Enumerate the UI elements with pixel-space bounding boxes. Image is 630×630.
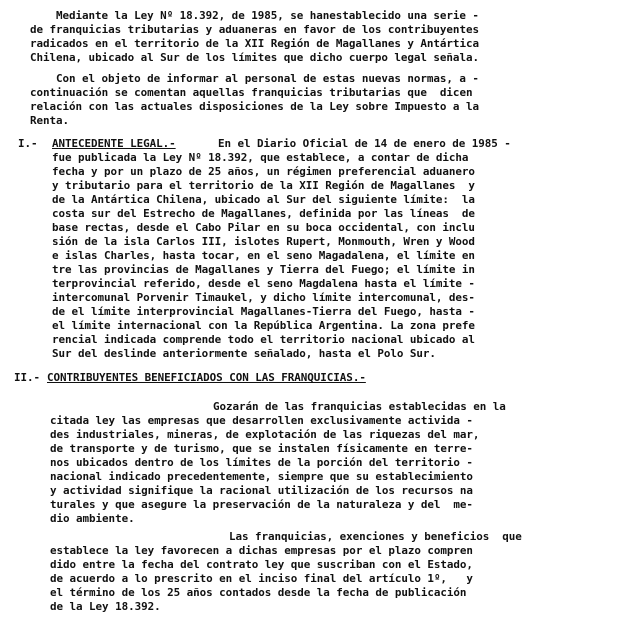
section1-line: de el límite interprovincial Magallanes-Tierra del Fuego, hasta -: [52, 305, 475, 318]
section2-para1-line: des industriales, mineras, de explotación de las riquezas del mar,: [50, 428, 480, 441]
section2-para2-line: el término de los 25 años contados desde la fecha de publicación: [50, 586, 467, 599]
section1-line: e islas Charles, hasta tocar, en el seno Magadalena, el límite en: [52, 249, 475, 262]
section2-para1-line: nos ubicados dentro de los límites de la porción del territorio -: [50, 456, 473, 469]
section1-line: tre las provincias de Magallanes y Tierra del Fuego; el límite in: [52, 263, 475, 276]
section2-para2-line: de acuerdo a lo prescrito en el inciso final del artículo 1º, y: [50, 572, 473, 585]
section2-para2-line: establece la ley favorecen a dichas empresas por el plazo compren: [50, 544, 473, 557]
objective-line: Con el objeto de informar al personal de estas nuevas normas, a -: [56, 72, 479, 85]
section1-line: terprovincial referido, desde el seno Magdalena hasta el límite -: [52, 277, 475, 290]
section2-para2-line: de la Ley 18.392.: [50, 600, 161, 613]
section2-para1-line: citada ley las empresas que desarrollen exclusivamente activida -: [50, 414, 473, 427]
intro-line: Mediante la Ley Nº 18.392, de 1985, se hanestablecido una serie -: [56, 9, 479, 22]
section2-para1-line: turales y que asegure la preservación de la naturaleza y del me-: [50, 498, 473, 511]
intro-line: de franquicias tributarias y aduaneras en favor de los contribuyentes: [30, 23, 479, 36]
section1-line: intercomunal Porvenir Timaukel, y dicho límite intercomunal, des-: [52, 291, 475, 304]
section1-line: fecha y por un plazo de 25 años, un régimen preferencial aduanero: [52, 165, 475, 178]
objective-line: continuación se comentan aquellas franquicias tributarias que dicen: [30, 86, 473, 99]
objective-line: relación con las actuales disposiciones de la Ley sobre Impuesto a la: [30, 100, 479, 113]
section1-line: base rectas, desde el Cabo Pilar en su boca occidental, con inclu: [52, 221, 475, 234]
section2-number: II.-: [14, 371, 41, 384]
section2-heading: CONTRIBUYENTES BENEFICIADOS CON LAS FRANQUICIAS.-: [47, 371, 366, 384]
section1-heading: ANTECEDENTE LEGAL.-: [52, 137, 176, 150]
section2-para1-line: y actividad signifique la racional utilización de los recursos na: [50, 484, 473, 497]
section1-line: sión de la isla Carlos III, islotes Rupert, Monmouth, Wren y Wood: [52, 235, 475, 248]
intro-line: radicados en el territorio de la XII Región de Magallanes y Antártica: [30, 37, 479, 50]
section1-number: I.-: [18, 137, 38, 150]
objective-line: Renta.: [30, 114, 70, 127]
section2-para2-line: dido entre la fecha del contrato ley que suscriban con el Estado,: [50, 558, 473, 571]
section1-line: y tributario para el territorio de la XII Región de Magallanes y: [52, 179, 475, 192]
section1-line: de la Antártica Chilena, ubicado al Sur del siguiente límite: la: [52, 193, 475, 206]
section1-line: fue publicada la Ley Nº 18.392, que establece, a contar de dicha: [52, 151, 469, 164]
section1-first-line: En el Diario Oficial de 14 de enero de 1985 -: [218, 137, 511, 150]
section2-para1-line: de transporte y de turismo, que se instalen físicamente en terre-: [50, 442, 473, 455]
section2-para1-line: dio ambiente.: [50, 512, 135, 525]
section2-para1-line: Gozarán de las franquicias establecidas en la: [213, 400, 506, 413]
section2-para1-line: nacional indicado precedentemente, siempre que su establecimiento: [50, 470, 473, 483]
section1-line: costa sur del Estrecho de Magallanes, definida por las líneas de: [52, 207, 475, 220]
section1-line: rencial indicada comprende todo el territorio nacional ubicado al: [52, 333, 475, 346]
section1-line: Sur del deslinde anteriormente señalado, hasta el Polo Sur.: [52, 347, 436, 360]
section1-line: el límite internacional con la República Argentina. La zona prefe: [52, 319, 475, 332]
intro-line: Chilena, ubicado al Sur de los límites que dicho cuerpo legal señala.: [30, 51, 479, 64]
section2-para2-line: Las franquicias, exenciones y beneficios que: [229, 530, 522, 543]
